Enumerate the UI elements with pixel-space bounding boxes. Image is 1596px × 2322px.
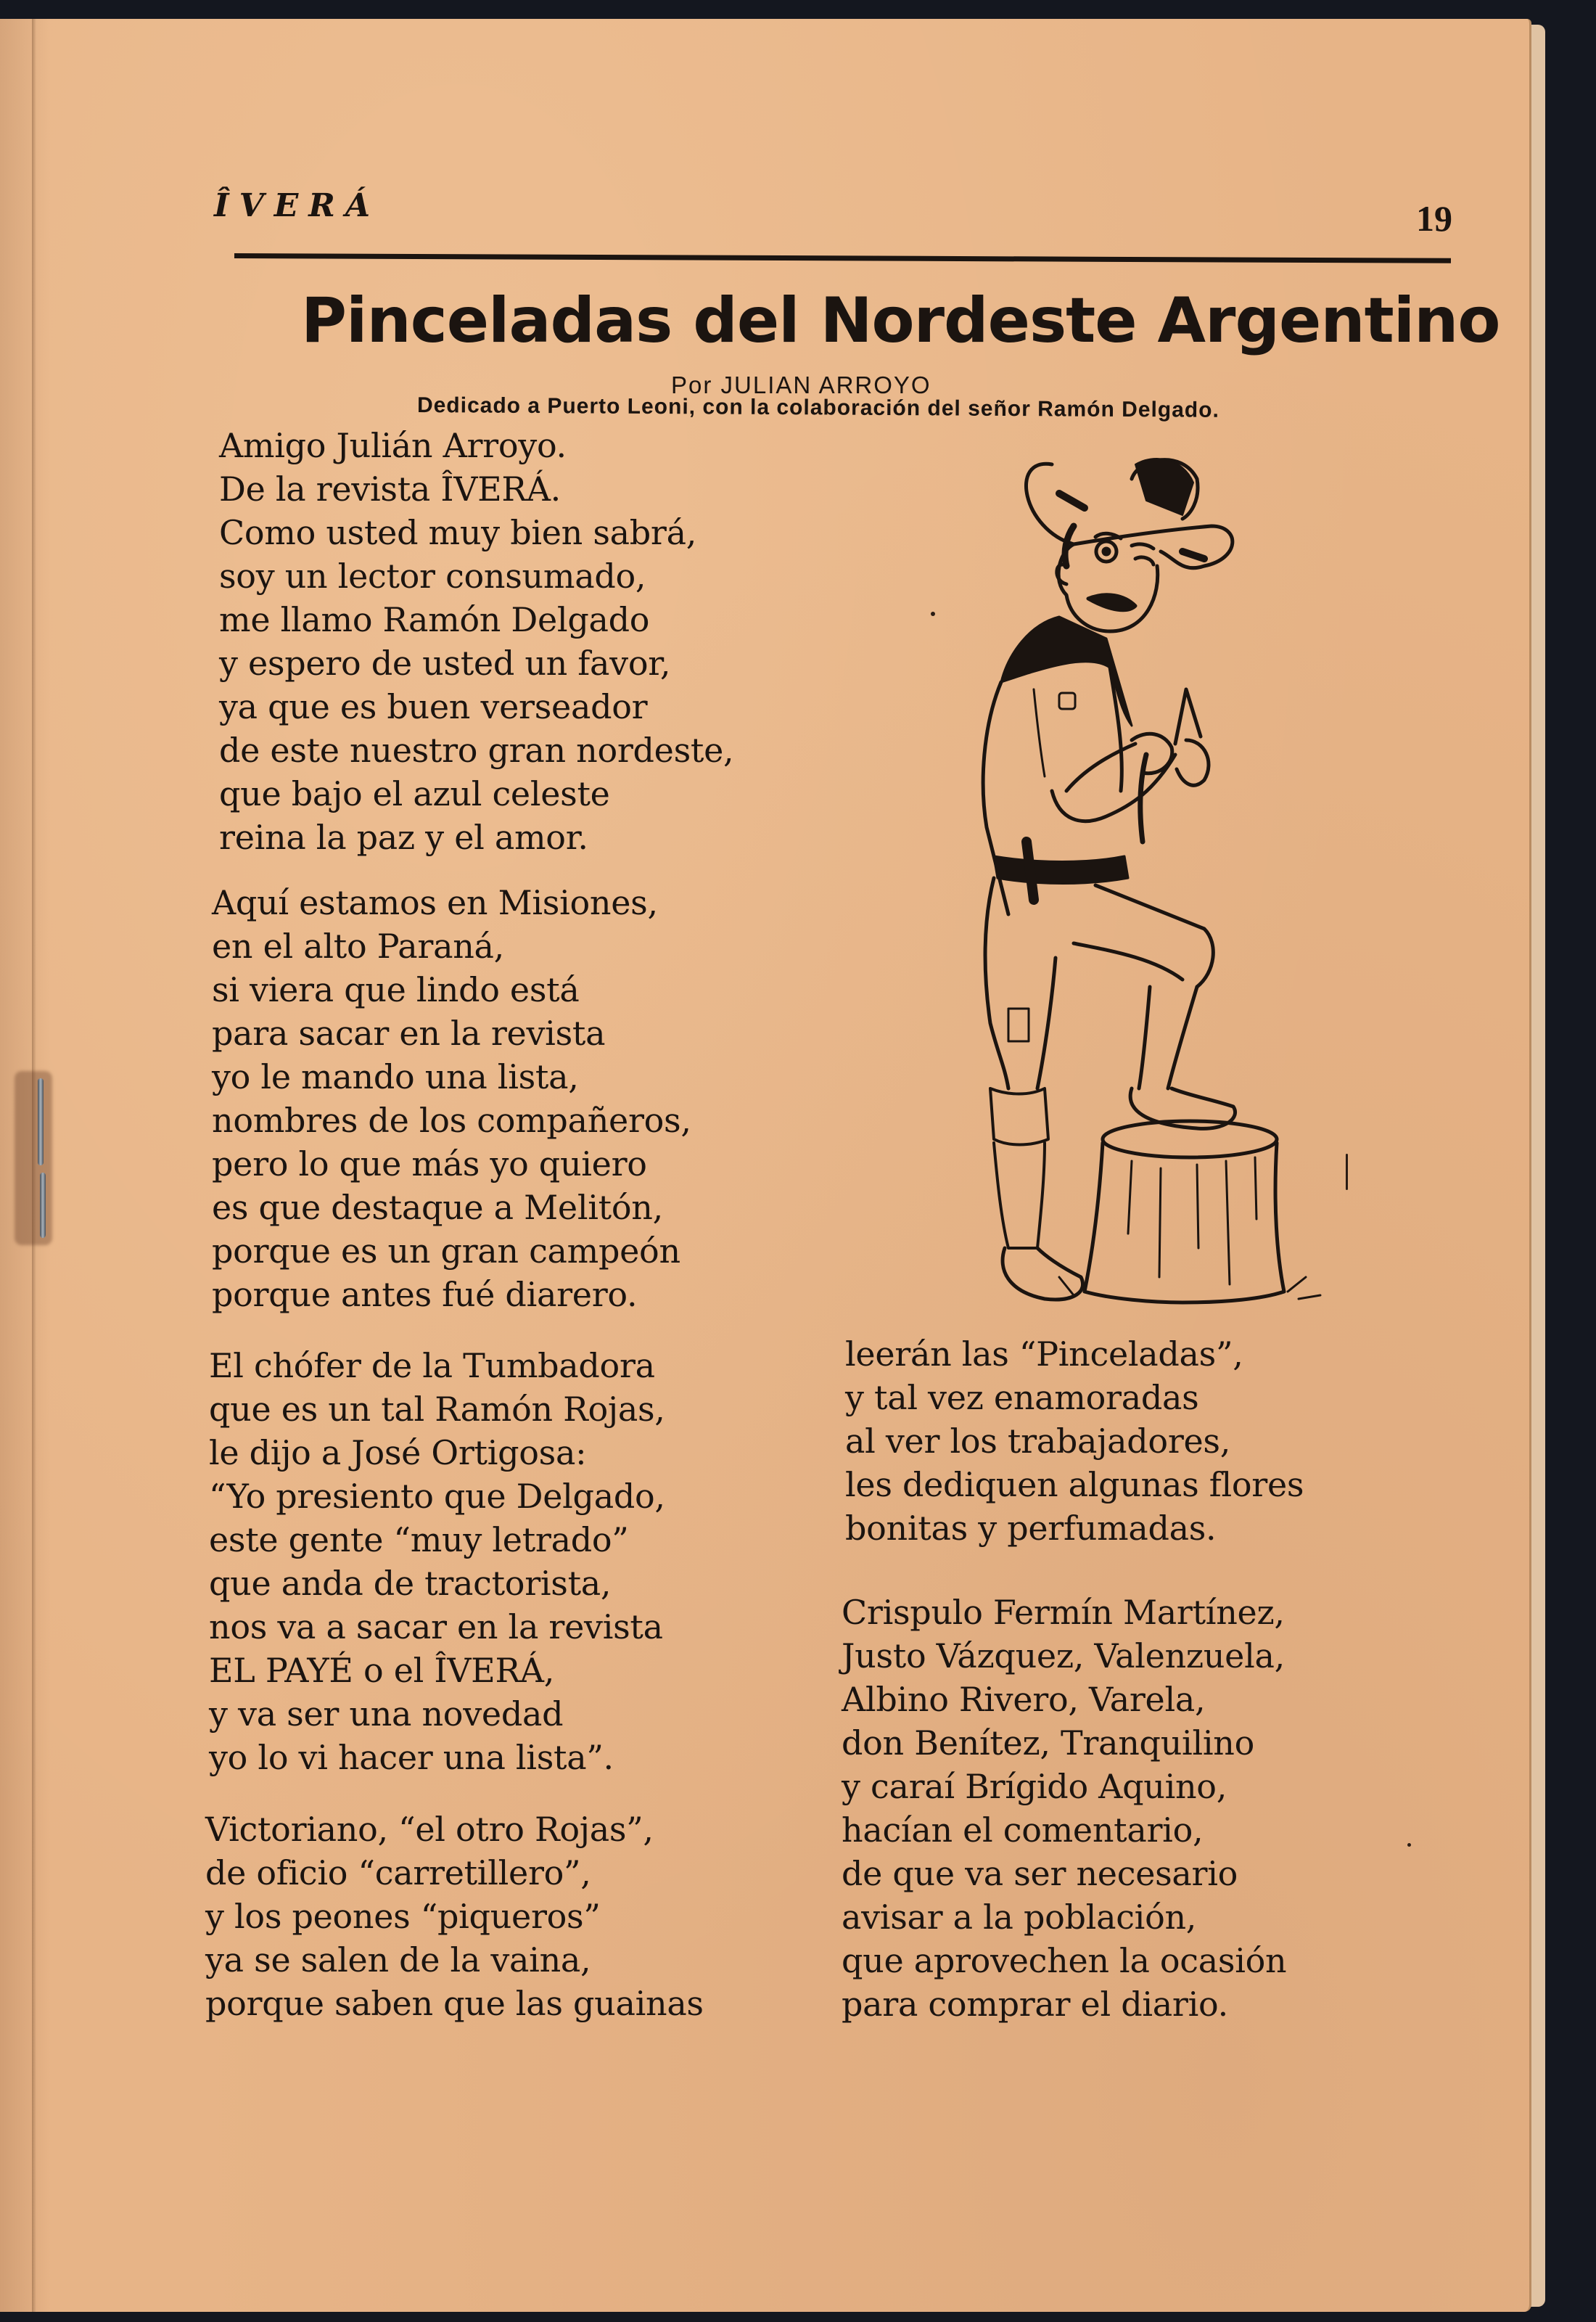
verse-line: Victoriano, “el otro Rojas”, — [205, 1810, 654, 1849]
gaucho-drawing — [965, 450, 1342, 1328]
verse-line: y tal vez enamoradas — [845, 1378, 1199, 1417]
staple-wire-bottom — [40, 1173, 46, 1238]
staple-wire-top — [38, 1078, 44, 1165]
verse-line: nombres de los compañeros, — [212, 1101, 691, 1140]
ink-speck — [1407, 1843, 1411, 1847]
verse-line: avisar a la población, — [842, 1898, 1197, 1937]
verse-line: bonitas y perfumadas. — [845, 1509, 1217, 1548]
verse-line: de que va ser necesario — [842, 1854, 1238, 1893]
verse-line: de este nuestro gran nordeste, — [219, 731, 734, 770]
verse-line: y caraí Brígido Aquino, — [842, 1767, 1227, 1806]
verse-line: reina la paz y el amor. — [219, 818, 588, 857]
verse-line: Crispulo Fermín Martínez, — [842, 1593, 1285, 1632]
verse-line: yo lo vi hacer una lista”. — [209, 1738, 614, 1777]
verse-line: Amigo Julián Arroyo. — [219, 426, 567, 465]
stanza — [209, 1344, 665, 1779]
verse-line: nos va a sacar en la revista — [209, 1607, 663, 1646]
verse-line: Justo Vázquez, Valenzuela, — [842, 1636, 1285, 1675]
rust-stain — [15, 1071, 52, 1245]
verse-line: ya que es buen verseador — [219, 687, 648, 726]
verse-line: que bajo el azul celeste — [219, 774, 610, 813]
patch — [1008, 1009, 1029, 1041]
byline: Por JULIAN ARROYO — [671, 372, 931, 398]
verse-line: leerán las “Pinceladas”, — [845, 1334, 1243, 1374]
verse-line: que anda de tractorista, — [209, 1564, 612, 1603]
verse-line: al ver los trabajadores, — [845, 1421, 1231, 1461]
stanza — [212, 881, 691, 1316]
staple — [35, 1071, 46, 1245]
verse-line: y los peones “piqueros” — [205, 1897, 601, 1936]
verse-line: en el alto Paraná, — [212, 927, 504, 966]
verse-line: Albino Rivero, Varela, — [842, 1680, 1206, 1719]
verse-line: me llamo Ramón Delgado — [219, 600, 650, 639]
belt — [994, 856, 1128, 884]
verse-line: pero lo que más yo quiero — [212, 1144, 647, 1183]
verse-line: porque antes fué diarero. — [212, 1275, 638, 1314]
verse-line: Como usted muy bien sabrá, — [219, 513, 697, 552]
verse-line: “Yo presiento que Delgado, — [209, 1477, 665, 1516]
verse-line: porque es un gran campeón — [212, 1231, 680, 1271]
knife-sheath — [1027, 842, 1034, 900]
stanza — [845, 1332, 1304, 1550]
gaucho-illustration — [965, 450, 1342, 1328]
verse-line: es que destaque a Melitón, — [212, 1188, 663, 1227]
verse-line: que aprovechen la ocasión — [842, 1941, 1287, 1980]
verse-line: don Benítez, Tranquilino — [842, 1723, 1254, 1763]
verse-line: hacían el comentario, — [842, 1810, 1204, 1850]
verse-line: este gente “muy letrado” — [209, 1520, 629, 1559]
hat-icon — [1026, 459, 1232, 568]
verse-line: yo le mando una lista, — [212, 1057, 579, 1096]
stanza — [842, 1591, 1286, 2026]
verse-line: de oficio “carretillero”, — [205, 1853, 591, 1892]
stanza — [205, 1808, 704, 2025]
verse-line: De la revista ÎVERÁ. — [219, 469, 561, 509]
stanza — [219, 424, 733, 859]
verse-line: porque saben que las guainas — [205, 1984, 704, 2023]
verse-line: que es un tal Ramón Rojas, — [209, 1390, 665, 1429]
verse-line: y va ser una novedad — [209, 1694, 564, 1734]
verse-line: y espero de usted un favor, — [219, 644, 671, 683]
article-title: Pinceladas del Nordeste Argentino — [301, 284, 1500, 357]
tree-stump-icon — [1059, 1121, 1320, 1302]
dedication: Dedicado a Puerto Leoni, con la colaboración del señor Ramón Delgado. — [416, 393, 1219, 422]
verse-line: El chófer de la Tumbadora — [209, 1346, 655, 1385]
magazine-masthead: ÎVERÁ — [214, 187, 380, 224]
verse-line: para sacar en la revista — [212, 1014, 606, 1053]
verse-line: para comprar el diario. — [842, 1985, 1228, 2024]
verse-line: ya se salen de la vaina, — [205, 1940, 591, 1980]
verse-line: EL PAYÉ o el ÎVERÁ, — [209, 1651, 555, 1690]
page-number: 19 — [1416, 198, 1452, 239]
verse-line: les dediquen algunas flores — [845, 1465, 1304, 1504]
ink-mark — [1346, 1154, 1348, 1190]
ink-speck — [931, 612, 935, 616]
verse-line: soy un lector consumado, — [219, 557, 646, 596]
verse-line: le dijo a José Ortigosa: — [209, 1433, 587, 1472]
verse-line: si viera que lindo está — [212, 970, 580, 1009]
verse-line: Aquí estamos en Misiones, — [212, 883, 658, 922]
